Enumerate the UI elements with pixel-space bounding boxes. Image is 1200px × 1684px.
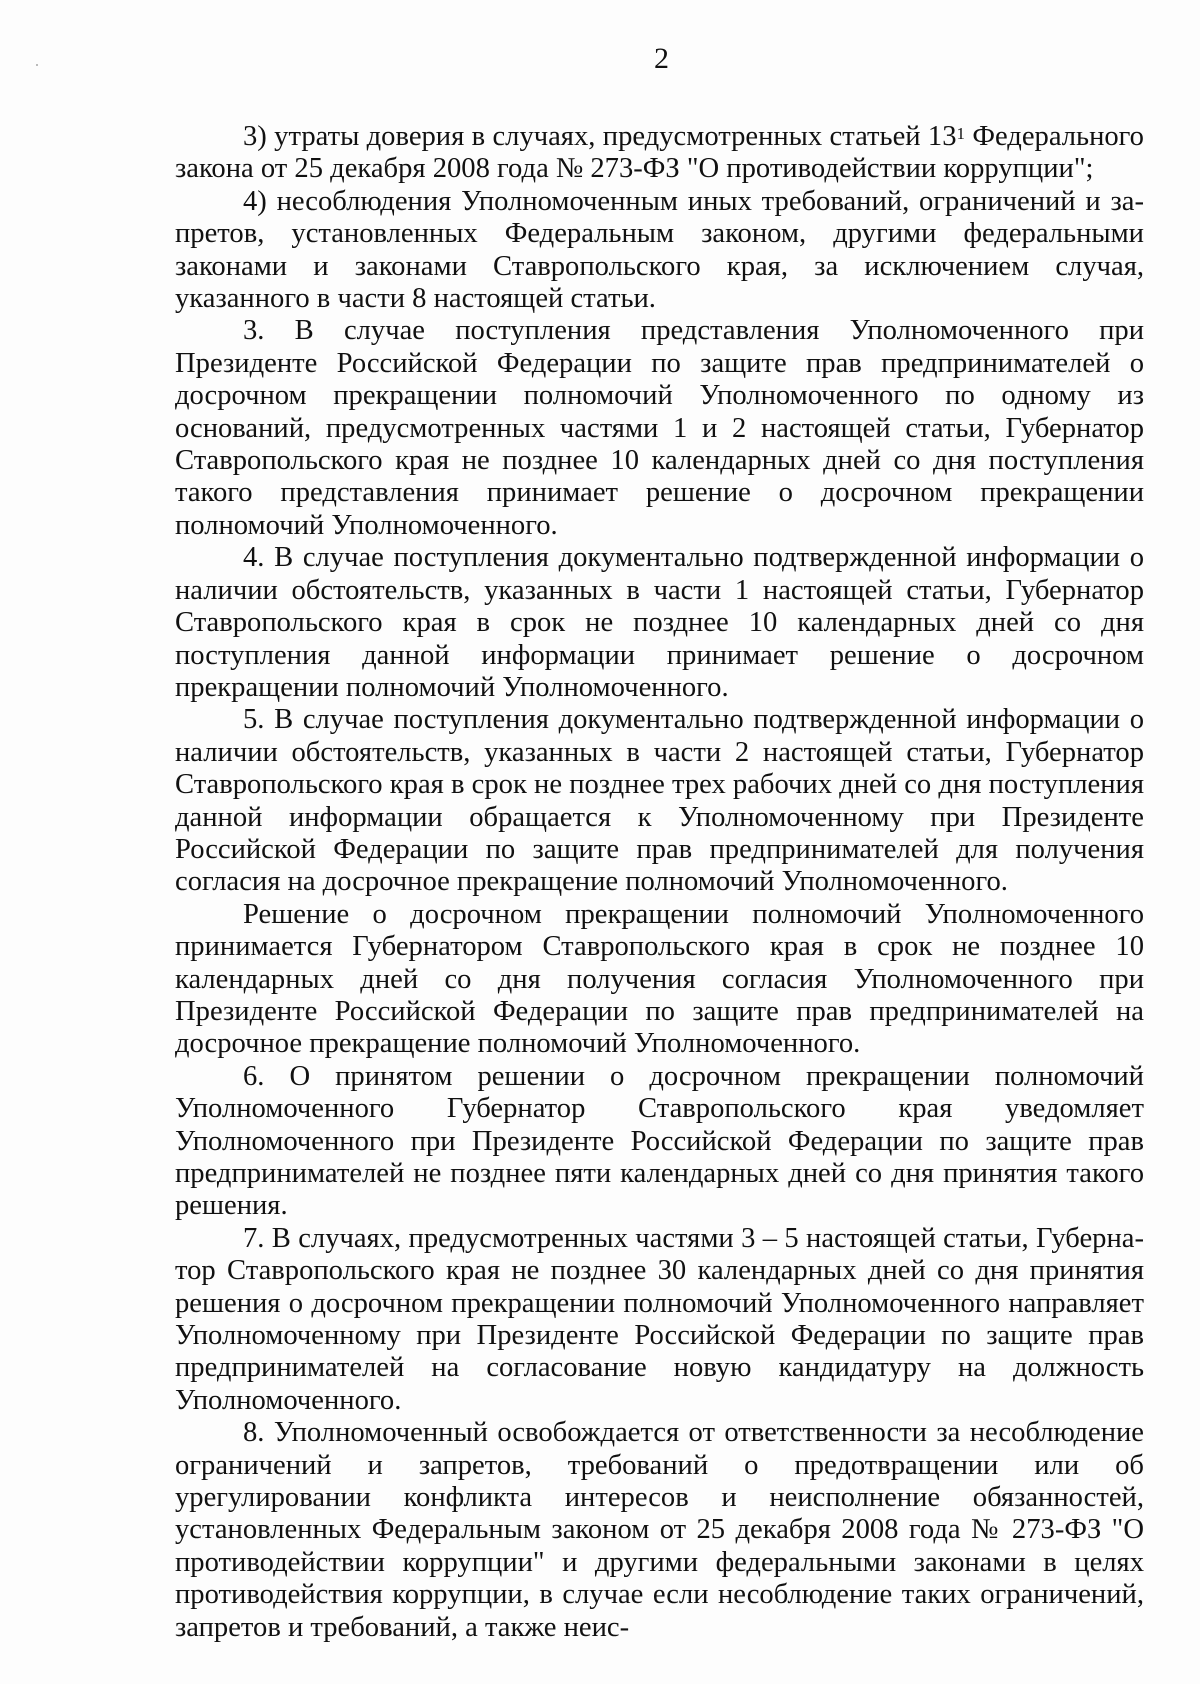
paragraph-part-5: 5. В случае поступления документально подтвержденной информации о наличии обстоятельств, указанных в части 2 настоящей статьи, Губернатор Ставропольского края в срок не позднее трех рабочих дней со дня поступления данной информации обращается к Уполномоченному при Президенте Российской Федерации по защите прав предпринимателей для получения согласия на досрочное прекращение полномочий Уполномоченного. bbox=[175, 704, 1144, 898]
paragraph-part-8: 8. Уполномоченный освобождается от ответственности за несоблюдение ограничений и запретов, требований о предотвращении или об урегулировании конфликта интересов и неисполнение обязанностей, установленных Федеральным законом от 25 декабря 2008 года № 273-ФЗ "О противодействии коррупции" и другими федеральными законами в целях противодействия коррупции, в случае если несоблюдение таких ограничений, запретов и требований, а также неис- bbox=[175, 1417, 1144, 1643]
paragraph-part-7: 7. В случаях, предусмотренных частями 3 – 5 настоящей статьи, Губернатор Ставропольского края не позднее 30 календарных дней со дня принятия решения о досрочном прекращении полномочий Уполномоченного направляет Уполномоченному при Президенте Российской Федерации по защите прав предпринимателей на согласование новую кандидатуру на должность Уполномоченного. bbox=[175, 1222, 1144, 1416]
paragraph-part-5-decision: Решение о досрочном прекращении полномочий Уполномоченного принимается Губернатором Ставропольского края в срок не позднее 10 календарных дней со дня получения согласия Уполномоченного при Президенте Российской Федерации по защите прав предпринимателей на досрочное прекращение полномочий Уполномоченного. bbox=[175, 898, 1144, 1060]
page-number: 2 bbox=[654, 42, 669, 75]
paragraph-item-3 bbox=[175, 121, 1144, 186]
paragraph-part-6: 6. О принятом решении о досрочном прекращении полномочий Уполномоченного Губернатор Ставропольского края уведомляет Уполномоченного при Президенте Российской Федерации по защите прав предпринимателей не позднее пяти календарных дней со дня принятия такого решения. bbox=[175, 1060, 1144, 1222]
paragraph-part-3: 3. В случае поступления представления Уполномоченного при Президенте Российской Федерации по защите прав предпринимателей о досрочном прекращении полномочий Уполномоченного по одному из оснований, предусмотренных частями 1 и 2 настоящей статьи, Губернатор Ставропольского края не позднее 10 календарных дней со дня поступления такого представления принимает решение о досрочном прекращении полномочий Уполномоченного. bbox=[175, 315, 1144, 541]
superscript-article-number: 1 bbox=[956, 124, 966, 143]
paragraph-item-4: 4) несоблюдения Уполномоченным иных требований, ограничений и запретов, установленных Федеральным законом, другими федеральными законами и законами Ставропольского края, за исключением случая, указанного в части 8 настоящей статьи. bbox=[175, 185, 1144, 315]
paragraph-part-4: 4. В случае поступления документально подтвержденной информации о наличии обстоятельств, указанных в части 1 настоящей статьи, Губернатор Ставропольского края в срок не позднее 10 календарных дней со дня поступления данной информации принимает решение о досрочном прекращении полномочий Уполномоченного. bbox=[175, 542, 1144, 703]
paragraph-text-end: Федерального закона от 25 декабря 2008 года № 273-ФЗ "О противодействии коррупции"; bbox=[175, 121, 1144, 185]
document-body bbox=[175, 121, 1144, 1644]
paragraph-text-start: 3) утраты доверия в случаях, предусмотренных статьей 13 bbox=[243, 121, 957, 152]
